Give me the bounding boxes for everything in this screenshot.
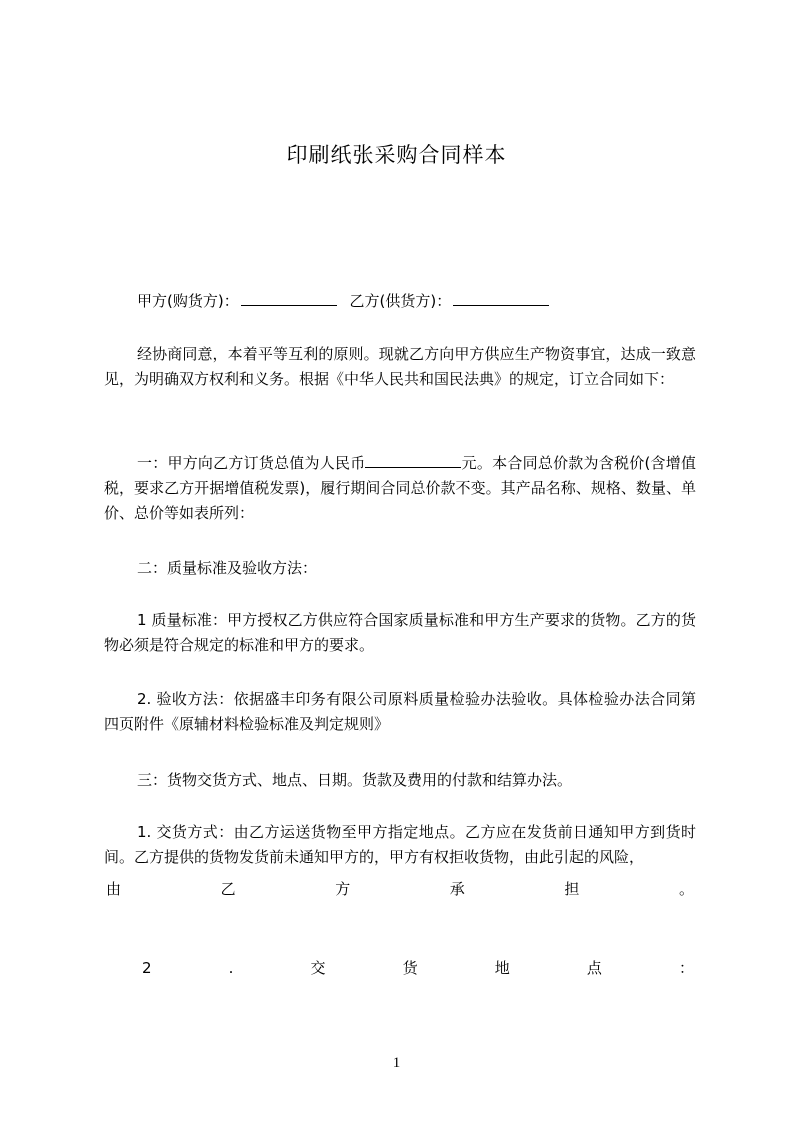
delivery-method-paragraph: 1. 交货方式：由乙方运送货物至甲方指定地点。乙方应在发货前日通知甲方到货时间。乙方提供的货物发货前未通知甲方的，甲方有权拒收货物，由此引起的风险， (104, 823, 696, 866)
section-1-paragraph (104, 451, 696, 526)
party-fields (137, 290, 557, 312)
risk-char: 方 (335, 880, 351, 898)
risk-char: 担 (564, 880, 580, 898)
risk-bearer-line (106, 877, 694, 902)
location-char: 点 (586, 959, 602, 977)
party-a-label: 甲方(购货方)： (137, 292, 239, 310)
intro-paragraph: 经协商同意，本着平等互利的原则。现就乙方向甲方供应生产物资事宜，达成一致意见，为明确双方权利和义务。根据《中华人民共和国民法典》的规定，订立合同如下： (104, 345, 696, 388)
location-char: . (228, 959, 234, 977)
section-2-heading: 二：质量标准及验收方法： (137, 559, 318, 577)
location-char: 地 (494, 959, 510, 977)
risk-char: 承 (449, 880, 465, 898)
page-number: 1 (392, 1055, 401, 1071)
order-amount-blank (365, 453, 461, 468)
risk-char: 。 (678, 880, 694, 898)
section-3-heading: 三：货物交货方式、地点、日期。货款及费用的付款和结算办法。 (137, 771, 573, 789)
location-char: 交 (310, 959, 326, 977)
risk-char: 由 (106, 880, 122, 898)
location-char: 货 (402, 959, 418, 977)
party-a-blank (241, 291, 337, 306)
delivery-location-line (142, 956, 694, 981)
party-b-blank (453, 291, 549, 306)
section-1-text-before: 一：甲方向乙方订货总值为人民币 (137, 454, 366, 472)
quality-standard-paragraph: 1 质量标准：甲方授权乙方供应符合国家质量标准和甲方生产要求的货物。乙方的货物必须是符合规定的标准和甲方的要求。 (104, 611, 696, 654)
party-b-label: 乙方(供货方)： (349, 292, 452, 310)
inspection-method-paragraph: 2. 验收方法：依据盛丰印务有限公司原料质量检验办法验收。具体检验办法合同第四页附件《原辅材料检验标准及判定规则》 (104, 690, 696, 733)
location-char: ： (678, 959, 694, 977)
location-char: 2 (142, 959, 152, 977)
document-title: 印刷纸张采购合同样本 (286, 143, 507, 167)
risk-char: 乙 (220, 880, 236, 898)
section-1-text-after: 元。本合同总价款为含税价(含增值税，要求乙方开据增值税发票)，履行期间合同总价款不变。其产品名称、规格、数量、单价、总价等如表所列： (104, 454, 696, 522)
